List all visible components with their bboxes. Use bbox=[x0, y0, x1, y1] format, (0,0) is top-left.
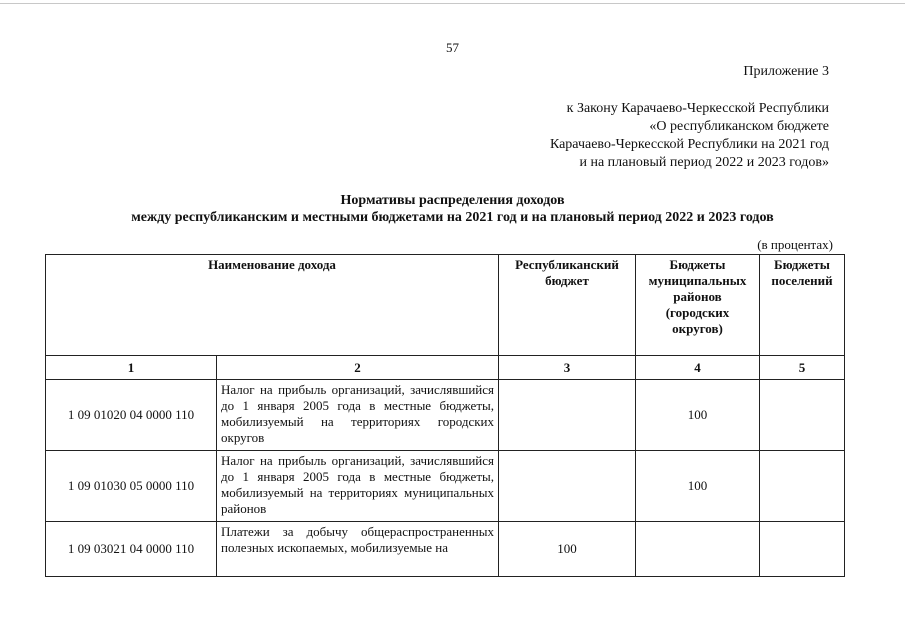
income-name: Налог на прибыль организаций, зачислявшийся до 1 января 2005 года в местные бюджеты, мобилизуемый на территориях муниципальных районов bbox=[217, 451, 499, 522]
settlement-value bbox=[760, 522, 845, 577]
income-code: 1 09 01020 04 0000 110 bbox=[46, 380, 217, 451]
district-value: 100 bbox=[636, 380, 760, 451]
table-row bbox=[46, 380, 845, 451]
income-code: 1 09 03021 04 0000 110 bbox=[46, 522, 217, 577]
column-number: 1 bbox=[46, 356, 217, 380]
column-number-row bbox=[46, 356, 845, 380]
income-name: Платежи за добычу общераспространенных полезных ископаемых, мобилизуемые на bbox=[217, 522, 499, 577]
unit-note: (в процентах) bbox=[757, 237, 833, 252]
header-republic-budget: Республиканский бюджет bbox=[499, 255, 636, 356]
header-income-name: Наименование дохода bbox=[46, 255, 499, 356]
header-district-budgets: Бюджеты муниципальных районов (городских округов) bbox=[636, 255, 760, 356]
column-number: 5 bbox=[760, 356, 845, 380]
header-settlement-budgets: Бюджеты поселений bbox=[760, 255, 845, 356]
settlement-value bbox=[760, 380, 845, 451]
header-row bbox=[46, 255, 845, 356]
republic-value bbox=[499, 451, 636, 522]
law-reference-line: «О республиканском бюджете bbox=[649, 119, 829, 134]
income-code: 1 09 01030 05 0000 110 bbox=[46, 451, 217, 522]
appendix-label: Приложение 3 bbox=[743, 64, 829, 79]
district-value: 100 bbox=[636, 451, 760, 522]
law-reference-line: Карачаево-Черкесской Республики на 2021 год bbox=[549, 137, 829, 152]
republic-value bbox=[499, 380, 636, 451]
table-row bbox=[46, 522, 845, 577]
table-row bbox=[46, 451, 845, 522]
income-name: Налог на прибыль организаций, зачислявшийся до 1 января 2005 года в местные бюджеты, мобилизуемый на территориях городских округов bbox=[217, 380, 499, 451]
column-number: 4 bbox=[636, 356, 760, 380]
republic-value: 100 bbox=[499, 522, 636, 577]
document-title bbox=[40, 192, 865, 226]
title-line: Нормативы распределения доходов bbox=[340, 193, 565, 208]
scan-edge-line bbox=[0, 3, 905, 4]
district-value bbox=[636, 522, 760, 577]
column-number: 2 bbox=[217, 356, 499, 380]
law-reference-line: к Закону Карачаево-Черкесской Республики bbox=[566, 101, 829, 116]
law-reference-line: и на плановый период 2022 и 2023 годов» bbox=[579, 155, 829, 170]
column-number: 3 bbox=[499, 356, 636, 380]
title-line: между республиканским и местными бюджетами на 2021 год и на плановый период 2022 и 2023 годов bbox=[131, 210, 774, 225]
norms-table bbox=[45, 254, 845, 577]
law-reference bbox=[550, 100, 829, 172]
page-number: 57 bbox=[446, 40, 459, 55]
settlement-value bbox=[760, 451, 845, 522]
